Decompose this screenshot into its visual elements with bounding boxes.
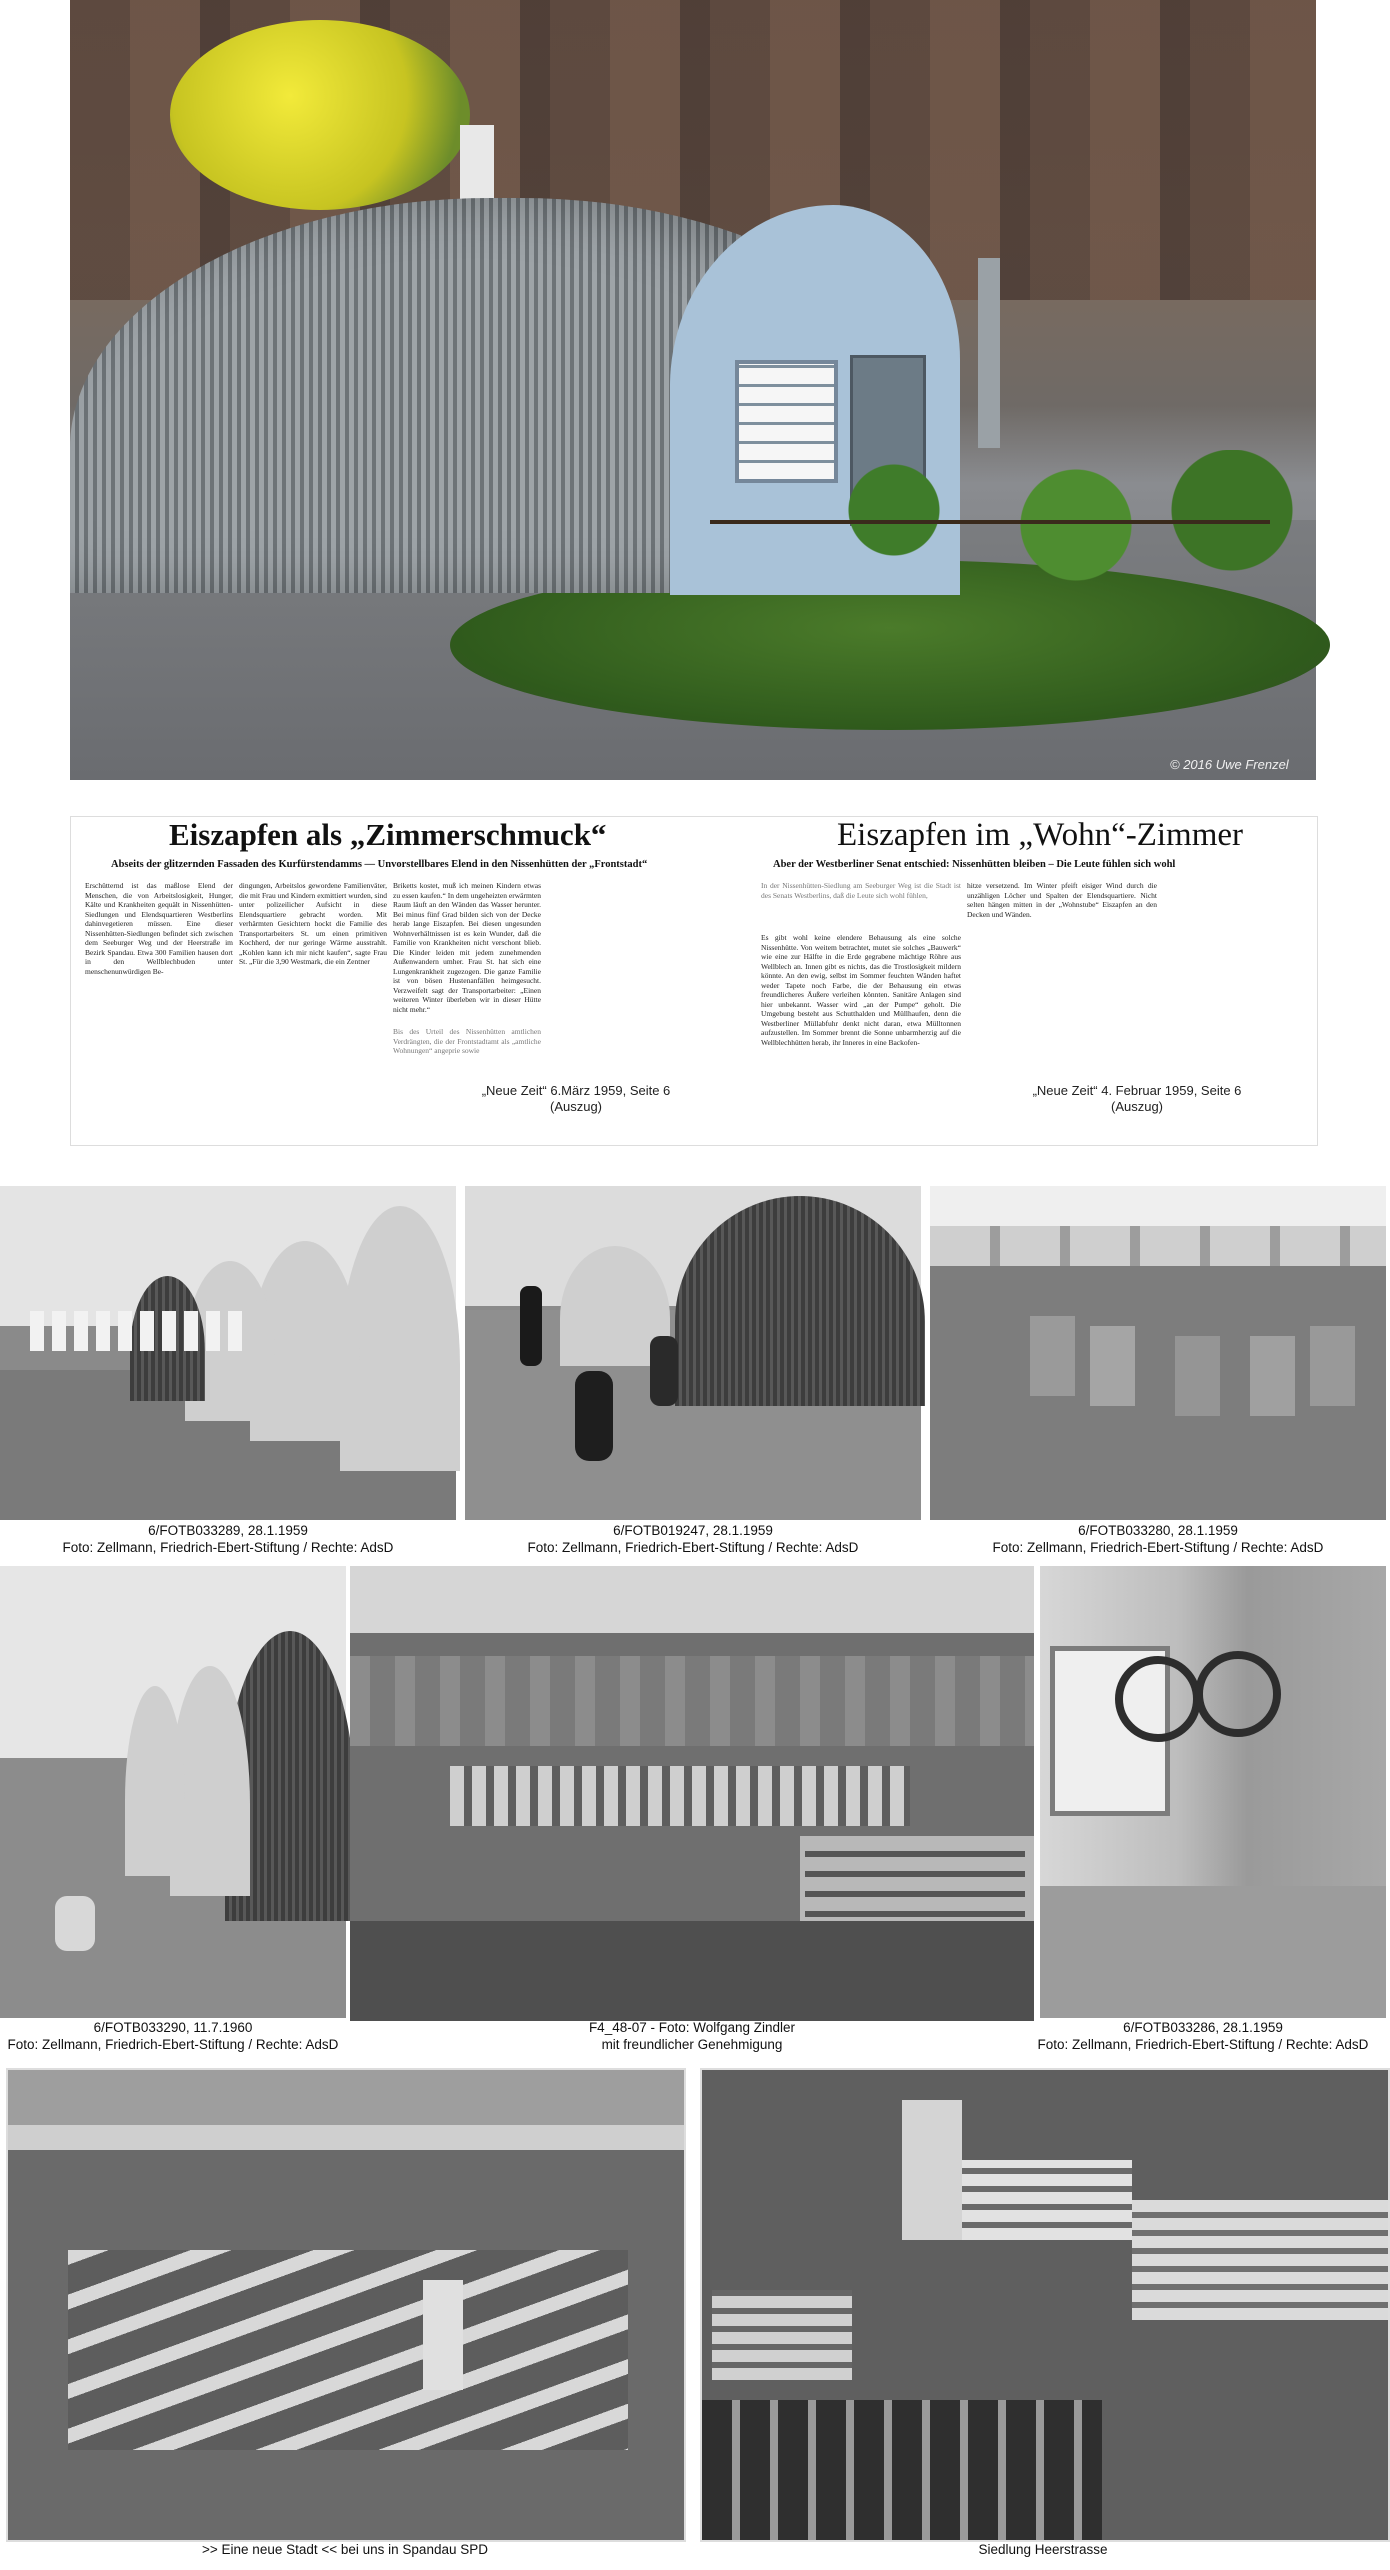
photo-siedlung-heerstrasse <box>700 2068 1390 2542</box>
photo-child-near-huts <box>0 1566 346 2018</box>
left-caption-line1: „Neue Zeit“ 6.März 1959, Seite 6 <box>481 1083 671 1098</box>
copyright-note: © 2016 Uwe Frenzel <box>1170 757 1289 772</box>
fence <box>710 520 1270 524</box>
yellow-bush <box>170 20 470 210</box>
photo-2-caption-line1: 6/FOTB019247, 28.1.1959 <box>613 1523 773 1538</box>
right-caption <box>1007 1083 1267 1115</box>
garden-plants <box>790 450 1310 600</box>
right-column-2: hitze versetzend. Im Winter pfeift eisiger Wind durch die unzähligen Löcher und Spalten der Elendsquartiere. Nicht selten hängen mitten in der „Wohnstube“ Eiszapfen an den Decken und Wänden. <box>967 881 1157 919</box>
photo-new-town-spandau <box>6 2068 686 2542</box>
photo-3-caption-line2: Foto: Zellmann, Friedrich-Ebert-Stiftung / Rechte: AdsD <box>992 1540 1324 1555</box>
left-column-1: Erschütternd ist das maßlose Elend der Menschen, die von Arbeitslosigkeit, Hunger, Kälte und Krankheiten gequält in Nissenhütten-Siedlungen und Elendsquartieren Westberlins dahinvegetieren müssen. Eine dieser Nissenhütten-Siedlungen befindet sich zwischen dem Seeburger Weg und der Heerstraße im Bezirk Spandau. Etwa 300 Familien hausen dort in den Wellblechbuden unter menschenunwürdigen Be- <box>85 881 233 976</box>
right-column-1-faded: In der Nissenhütten-Siedlung am Seeburger Weg ist die Stadt ist des Senats Westberlins, daß die Leute sich wohl fühlen, <box>761 881 961 900</box>
bottom-left-caption: >> Eine neue Stadt << bei uns in Spandau SPD <box>202 2542 488 2557</box>
newspaper-clippings <box>70 816 1318 1146</box>
photo-5-caption <box>350 2019 1034 2053</box>
photo-1-caption <box>0 1522 456 1556</box>
photo-5-caption-line2: mit freundlicher Genehmigung <box>601 2037 783 2052</box>
photo-interior-bicycle <box>1040 1566 1386 2018</box>
left-caption <box>451 1083 701 1115</box>
photo-2-caption-line2: Foto: Zellmann, Friedrich-Ebert-Stiftung / Rechte: AdsD <box>527 1540 859 1555</box>
photo-garbage-bins <box>930 1186 1386 1520</box>
right-column-1: Es gibt wohl keine elendere Behausung als eine solche Nissenhütte. Von weitem betrachtet, mutet sie solches „Bauwerk“ wie eine zur Hälfte in die Erde gegrabene mächtige Röhre aus Wellblech an. Innen gibt es nichts, das die Trostlosigkeit mildern könnte. An den ewig, selbst im Sommer feuchten Wänden haftet weder Tapete noch Farbe, die der Behausung ein etwas freundlicheres Äußere verleihen könnten. Sanitäre Anlagen sind hier unbekannt. Wasser wird „an der Pumpe“ geholt. Die Umgebung besteht aus Schutthalden und Müllhaufen, denn die Westberliner Müllabfuhr denkt nicht daran, etwa Mülltonnen aufzustellen. Im Sommer brennt die Sonne unbarmherzig auf die Wellblechhütten herab, ihr Inneres in eine Backofen- <box>761 933 961 1047</box>
left-column-2: dingungen, Arbeitslos gewordene Familienväter, die mit Frau und Kindern exmittiert wurden, sind unter polizeilicher Aufsicht in diese Elendsquartiere gebracht worden. Mit verhärmten Gesichtern hockt die Familie des Transportarbeiters St. um einen primitiven Kochherd, der nur geringe Wärme ausstrahlt. „Kohlen kann ich mir nicht kaufen“, sagte Frau St. „Für die 3,90 Westmark, die ein Zentner <box>239 881 387 966</box>
left-subhead: Abseits der glitzernden Fassaden des Kurfürstendamms — Unvorstellbares Elend in den Nissenhütten der „Frontstadt“ <box>111 859 648 870</box>
bottom-right-caption: Siedlung Heerstrasse <box>978 2542 1108 2557</box>
right-headline: Eiszapfen im „Wohn“-Zimmer <box>837 817 1244 853</box>
right-caption-line2: (Auszug) <box>1110 1099 1164 1114</box>
photo-3-caption <box>930 1522 1386 1556</box>
right-subhead: Aber der Westberliner Senat entschied: Nissenhütten bleiben – Die Leute fühlen sich wohl <box>773 859 1176 870</box>
photo-6-caption <box>1020 2019 1386 2053</box>
chimney <box>978 258 1000 448</box>
photo-6-caption-line1: 6/FOTB033286, 28.1.1959 <box>1123 2020 1283 2035</box>
photo-4-caption-line2: Foto: Zellmann, Friedrich-Ebert-Stiftung / Rechte: AdsD <box>7 2037 339 2052</box>
left-column-3-faded: Bis des Urteil des Nissenhütten amtlichen Verdrängten, die der Frontstadtamt als „amtliche Wohnungen“ angeprie sowie <box>393 1027 541 1055</box>
photo-3-caption-line1: 6/FOTB033280, 28.1.1959 <box>1078 1523 1238 1538</box>
right-caption-line1: „Neue Zeit“ 4. Februar 1959, Seite 6 <box>1032 1083 1242 1098</box>
left-column-3: Briketts kostet, muß ich meinen Kindern etwas zu essen kaufen.“ In dem ungeheizten erwärmten Raum läuft an den Wänden das Wasser herunter. Bei minus fünf Grad bilden sich von der Decke herab lange Eiszapfen. Bei diesen ungesunden Wohnverhältnissen ist es kein Wunder, daß die Familie von Krankheiten nicht verschont blieb. Die Kinder leiden mit jedem zunehmenden Außenwandern umher. Frau St. hat sich eine Lungenkrankheit zugezogen. Die ganze Familie ist von bösen Hustenanfällen heimgesucht. Verzweifelt sagt der Transportarbeiter: „Einen weiteren Winter überleben wir in dieser Hütte nicht mehr.“ <box>393 881 541 1014</box>
photo-aerial-settlement <box>350 1566 1034 2018</box>
left-headline: Eiszapfen als „Zimmerschmuck“ <box>169 817 607 852</box>
photo-laundry-huts <box>0 1186 456 1520</box>
photo-6-caption-line2: Foto: Zellmann, Friedrich-Ebert-Stiftung / Rechte: AdsD <box>1037 2037 1369 2052</box>
left-caption-line2: (Auszug) <box>549 1099 603 1114</box>
photo-4-caption <box>0 2019 346 2053</box>
photo-1-caption-line2: Foto: Zellmann, Friedrich-Ebert-Stiftung / Rechte: AdsD <box>62 1540 394 1555</box>
photo-1-caption-line1: 6/FOTB033289, 28.1.1959 <box>148 1523 308 1538</box>
photo-4-caption-line1: 6/FOTB033290, 11.7.1960 <box>93 2020 253 2035</box>
hero-photo-nissen-hut-model <box>70 0 1316 780</box>
photo-2-caption <box>465 1522 921 1556</box>
photo-5-caption-line1: F4_48-07 - Foto: Wolfgang Zindler <box>588 2020 796 2035</box>
photo-children-path <box>465 1186 921 1520</box>
